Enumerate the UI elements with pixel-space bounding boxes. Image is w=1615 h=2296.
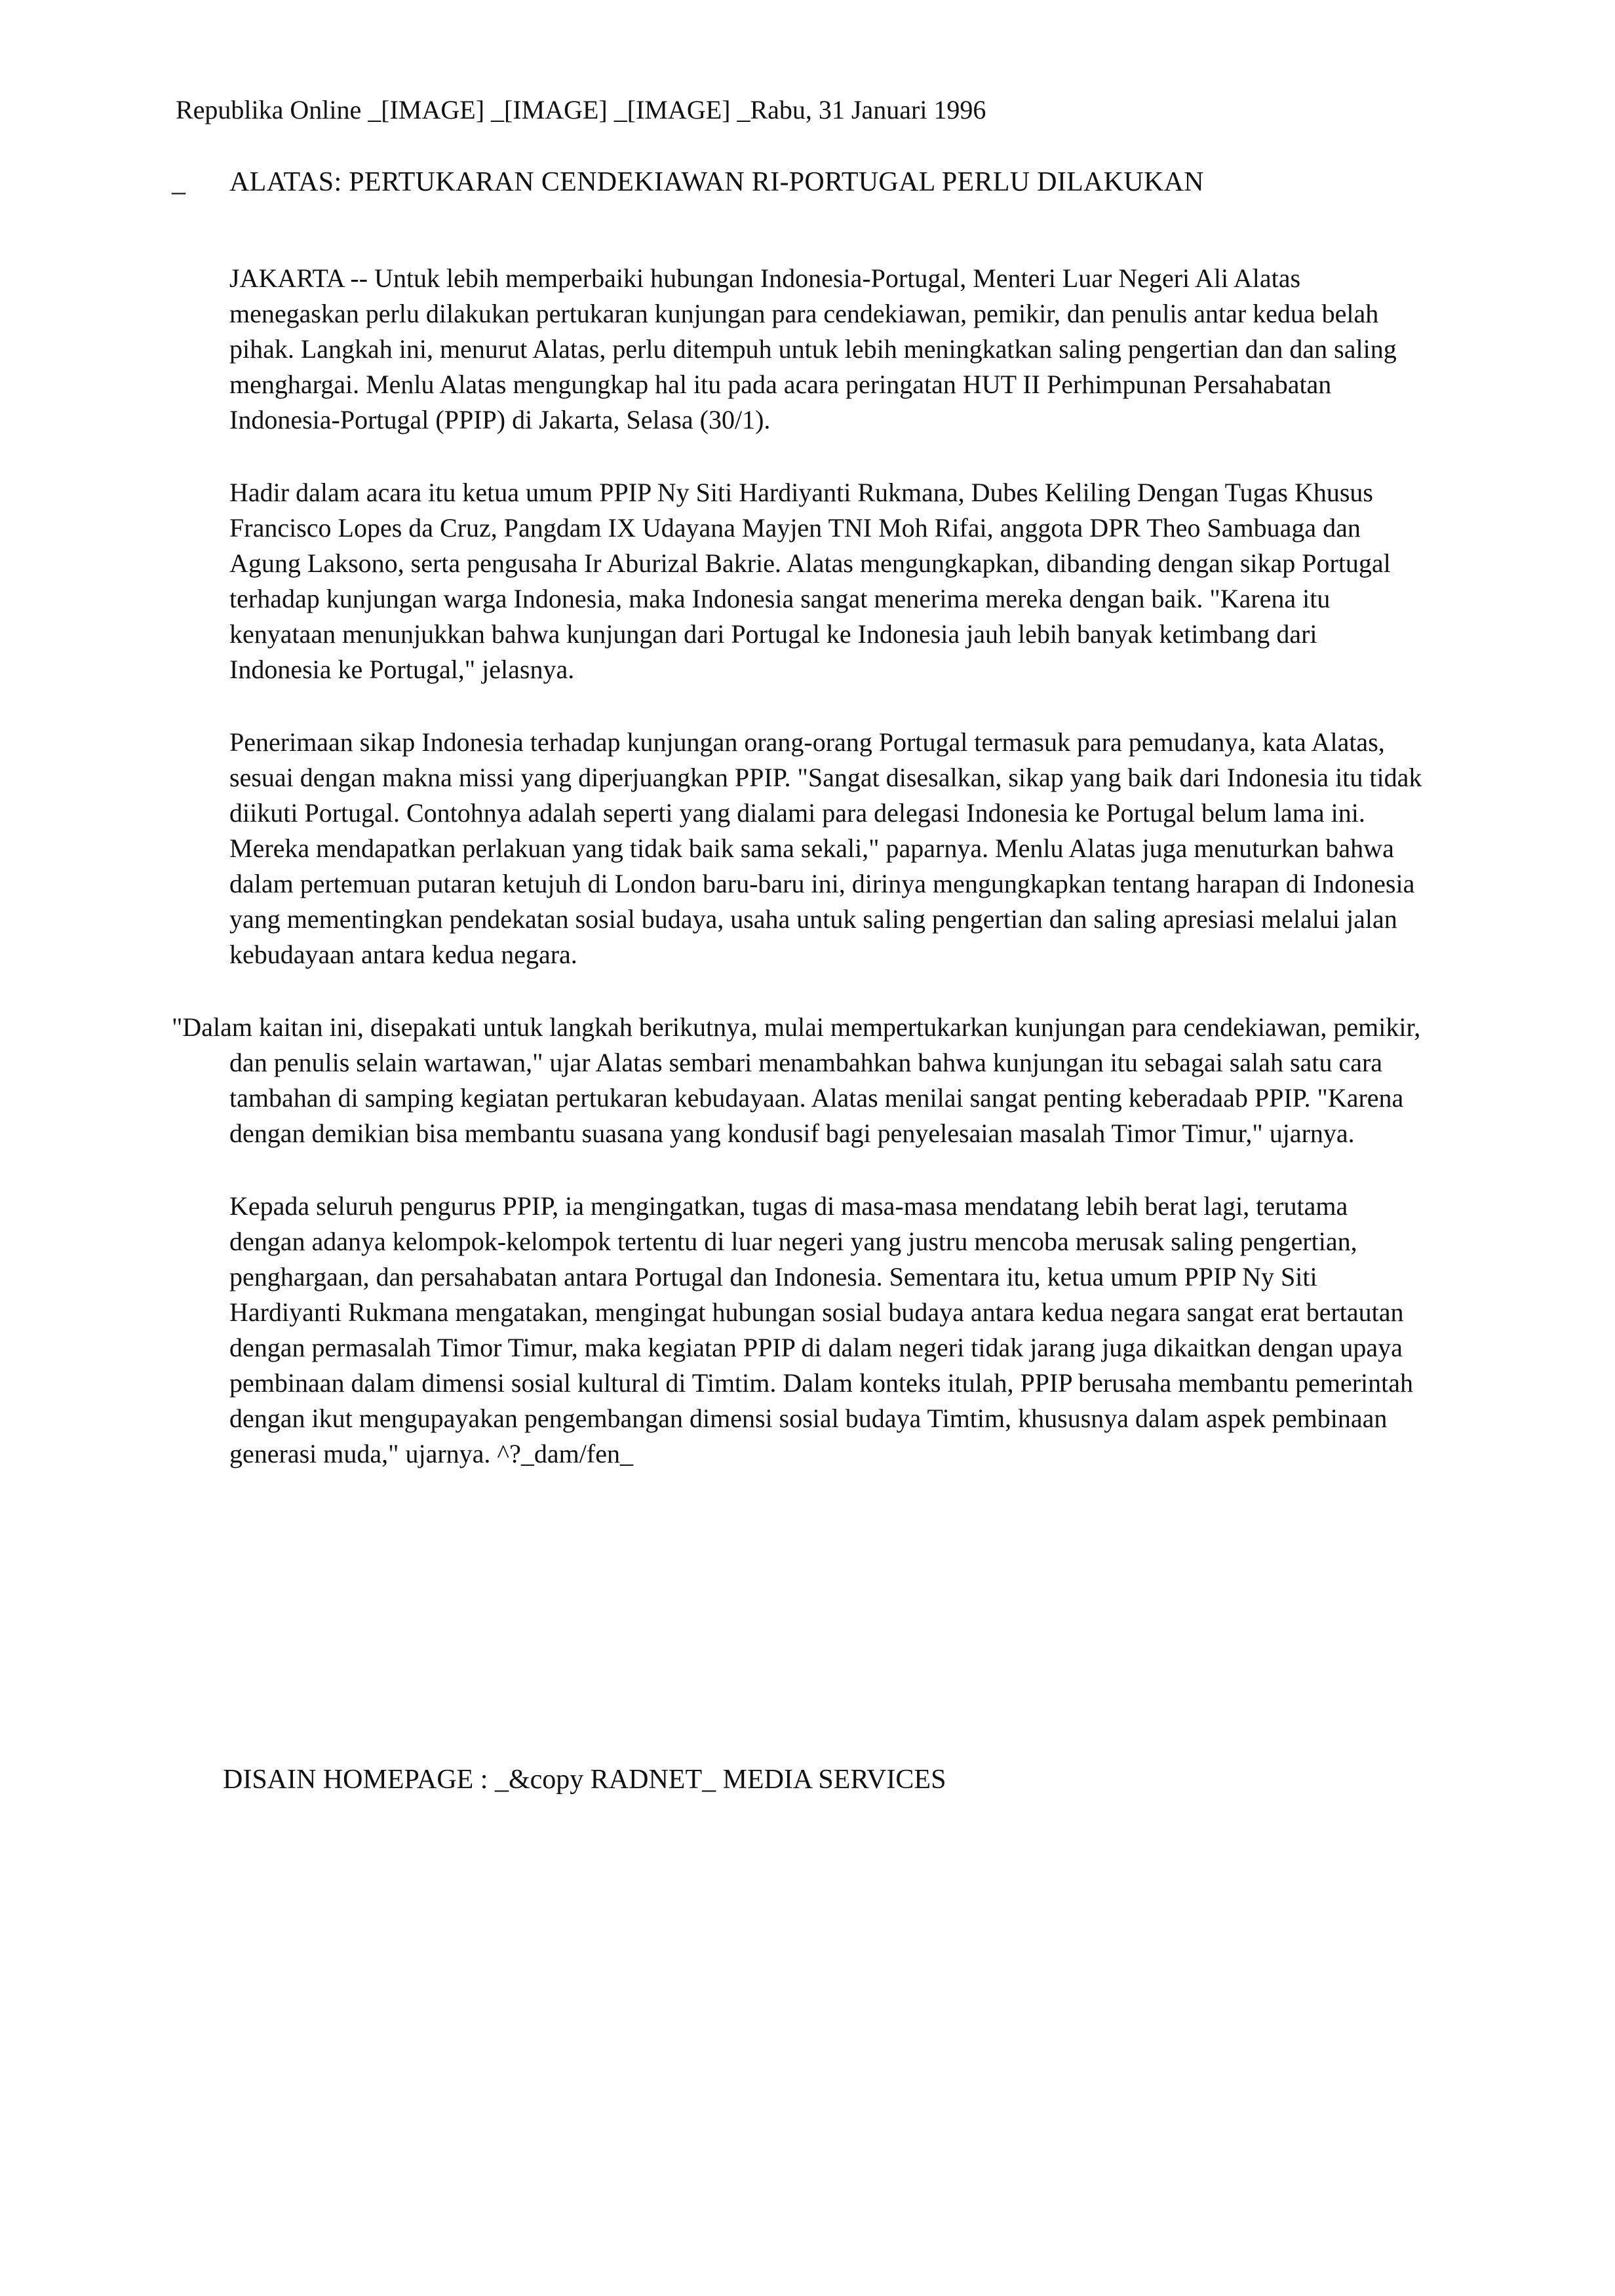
headline-bullet: _ [172,167,185,197]
article-body [172,261,1422,1509]
source-date-line: Republika Online _[IMAGE] _[IMAGE] _[IMAGE] _Rabu, 31 Januari 1996 [176,95,986,124]
article-headline: ALATAS: PERTUKARAN CENDEKIAWAN RI-PORTUGAL PERLU DILAKUKAN [229,167,1204,197]
article-paragraph-2: Hadir dalam acara itu ketua umum PPIP Ny Siti Hardiyanti Rukmana, Dubes Keliling Dengan Tugas Khusus Francisco Lopes da Cruz, Pangdam IX Udayana Mayjen TNI Moh Rifai, anggota DPR Theo Sambuaga dan Agung Laksono, serta pengusaha Ir Aburizal Bakrie. Alatas mengungkapkan, dibanding dengan sikap Portugal terhadap kunjungan warga Indonesia, maka Indonesia sangat menerima mereka dengan baik. "Karena itu kenyataan menunjukkan bahwa kunjungan dari Portugal ke Indonesia jauh lebih banyak ketimbang dari Indonesia ke Portugal," jelasnya. [229,478,1391,684]
article-paragraph-5: Kepada seluruh pengurus PPIP, ia mengingatkan, tugas di masa-masa mendatang lebih berat lagi, terutama dengan adanya kelompok-kelompok tertentu di luar negeri yang justru mencoba merusak saling pengertian, penghargaan, dan persahabatan antara Portugal dan Indonesia. Sementara itu, ketua umum PPIP Ny Siti Hardiyanti Rukmana mengatakan, mengingat hubungan sosial budaya antara kedua negara sangat erat bertautan dengan permasalah Timor Timur, maka kegiatan PPIP di dalam negeri tidak jarang juga dikaitkan dengan upaya pembinaan dalam dimensi sosial kultural di Timtim. Dalam konteks itulah, PPIP berusaha membantu pemerintah dengan ikut mengupayakan pengembangan dimensi sosial budaya Timtim, khususnya dalam aspek pembinaan generasi muda," ujarnya. ^?_dam/fen_ [229,1191,1414,1468]
article-paragraph-1: JAKARTA -- Untuk lebih memperbaiki hubungan Indonesia-Portugal, Menteri Luar Negeri Ali Alatas menegaskan perlu dilakukan pertukaran kunjungan para cendekiawan, pemikir, dan penulis antar kedua belah pihak. Langkah ini, menurut Alatas, perlu ditempuh untuk lebih meningkatkan saling pengertian dan dan saling menghargai. Menlu Alatas mengungkap hal itu pada acara peringatan HUT II Perhimpunan Persahabatan Indonesia-Portugal (PPIP) di Jakarta, Selasa (30/1). [229,263,1397,434]
footer-credit: DISAIN HOMEPAGE : _&copy RADNET_ MEDIA SERVICES [223,1765,946,1795]
article-paragraph-4: "Dalam kaitan ini, disepakati untuk langkah berikutnya, mulai mempertukarkan kunjungan para cendekiawan, pemikir, dan penulis selain wartawan," ujar Alatas sembari menambahkan bahwa kunjungan itu sebagai salah satu cara tambahan di samping kegiatan pertukaran kebudayaan. Alatas menilai sangat penting keberadaab PPIP. "Karena dengan demikian bisa membantu suasana yang kondusif bagi penyelesaian masalah Timor Timur," ujarnya. [172,1012,1421,1148]
article-paragraph-3: Penerimaan sikap Indonesia terhadap kunjungan orang-orang Portugal termasuk para pemudanya, kata Alatas, sesuai dengan makna missi yang diperjuangkan PPIP. "Sangat disesalkan, sikap yang baik dari Indonesia itu tidak diikuti Portugal. Contohnya adalah seperti yang dialami para delegasi Indonesia ke Portugal belum lama ini. Mereka mendapatkan perlakuan yang tidak baik sama sekali," paparnya. Menlu Alatas juga menuturkan bahwa dalam pertemuan putaran ketujuh di London baru-baru ini, dirinya mengungkapkan tentang harapan di Indonesia yang mementingkan pendekatan sosial budaya, usaha untuk saling pengertian dan saling apresiasi melalui jalan kebudayaan antara kedua negara. [229,727,1422,969]
